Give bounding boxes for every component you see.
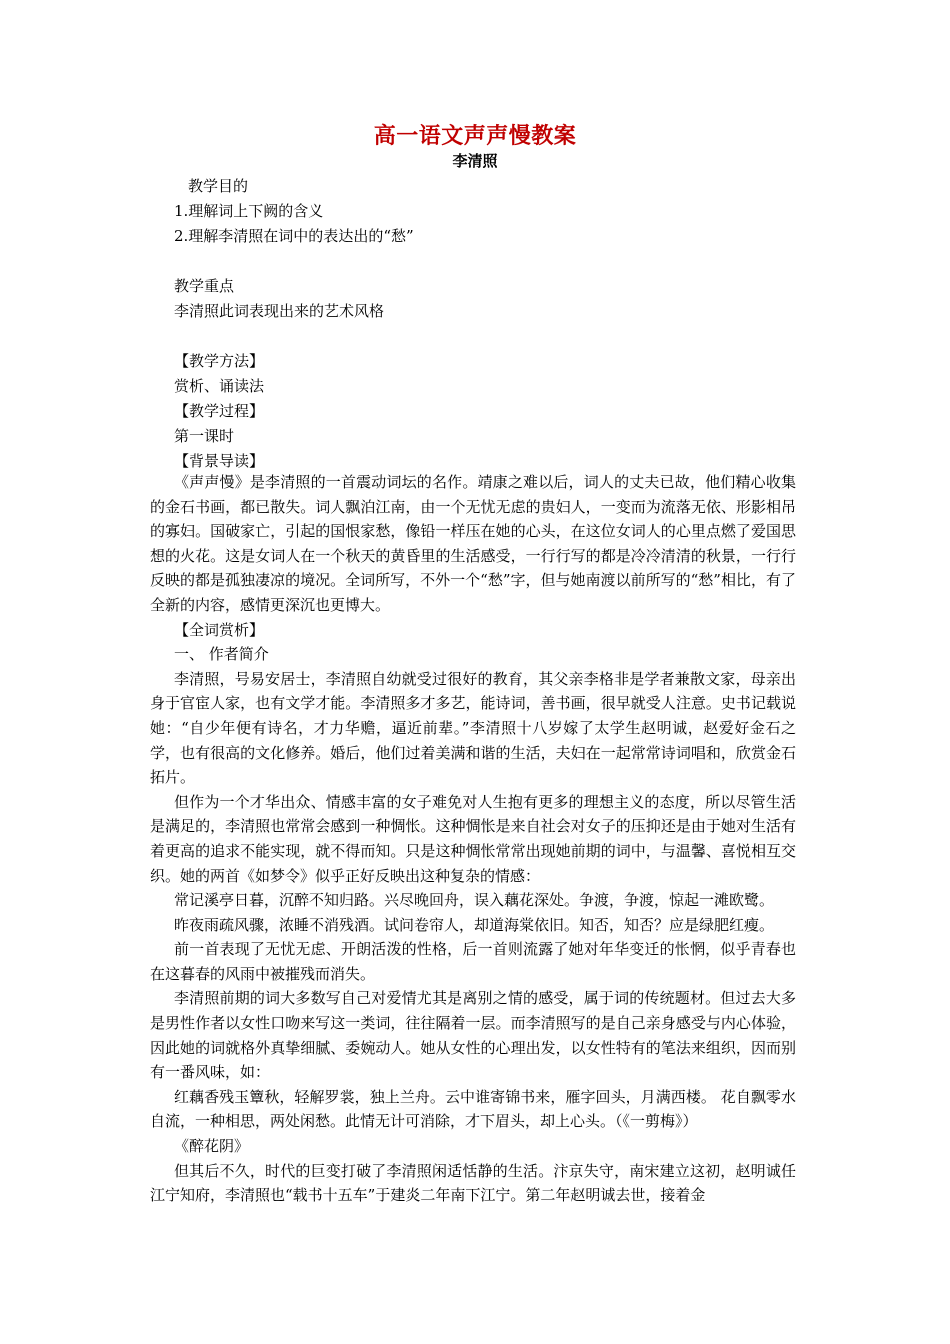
spacer xyxy=(174,249,794,274)
paragraph: 李清照前期的词大多数写自己对爱情尤其是离别之情的感受，属于词的传统题材。但过去大多是男性作者以女性口吻来写这一类词，往往隔着一层。而李清照写的是自己亲身感受与内心体验，因此她的词就格外真挚细腻、委婉动人。她从女性的心理出发，以女性特有的笔法来组织，因而别有一番风味，如： xyxy=(150,989,796,1082)
method-text: 赏析、诵读法 xyxy=(174,377,265,395)
document-body xyxy=(174,174,794,474)
process-heading: 【教学过程】 xyxy=(174,402,265,420)
poem-quote: 昨夜雨疏风骤，浓睡不消残酒。试问卷帘人，却道海棠依旧。知否，知否？应是绿肥红瘦。 xyxy=(174,915,775,934)
objective-item: 1.理解词上下阙的含义 xyxy=(174,202,324,220)
document-title: 高一语文声声慢教案 xyxy=(373,124,577,149)
paragraph: 前一首表现了无忧无虑、开朗活泼的性格，后一首则流露了她对年华变迁的怅惘，似乎青春也在这暮春的风雨中被摧残而消失。 xyxy=(150,940,796,983)
analysis-heading: 【全词赏析】 xyxy=(174,620,265,639)
focus-heading: 教学重点 xyxy=(174,277,235,295)
document-body-main xyxy=(150,470,796,1208)
objectives-heading: 教学目的 xyxy=(188,177,249,195)
method-heading: 【教学方法】 xyxy=(174,352,265,370)
background-paragraph: 《声声慢》是李清照的一首震动词坛的名作。靖康之难以后，词人的丈夫已故，他们精心收集的金石书画，都已散失。词人飘泊江南，由一个无忧无虑的贵妇人，一变而为流落无依、形影相吊的寡妇。国破家亡，引起的国恨家愁，像铅一样压在她的心头，在这位女词人的心里点燃了爱国思想的火花。这是女词人在一个秋天的黄昏里的生活感受，一行行写的都是冷冷清清的秋景，一行行反映的都是孤独凄凉的境况。全词所写，不外一个“愁”字，但与她南渡以前所写的“愁”相比，有了全新的内容，感情更深沉也更博大。 xyxy=(150,473,796,614)
document-author: 李清照 xyxy=(452,152,498,170)
paragraph: 但其后不久，时代的巨变打破了李清照闲适恬静的生活。汴京失守，南宋建立这初，赵明诚任江宁知府，李清照也“载书十五车”于建炎二年南下江宁。第二年赵明诚去世，接着金 xyxy=(150,1161,796,1205)
poem-title: 《醉花阴》 xyxy=(174,1137,250,1156)
background-heading: 【背景导读】 xyxy=(174,452,265,470)
lesson-label: 第一课时 xyxy=(174,427,235,445)
author-intro-heading: 一、 作者简介 xyxy=(174,645,269,664)
paragraph: 但作为一个才华出众、情感丰富的女子难免对人生抱有更多的理想主义的态度，所以尽管生活是满足的，李清照也常常会感到一种惆怅。这种惆怅是来自社会对女子的压抑还是由于她对生活有着更高的追求不能实现，就不得而知。只是这种惆怅常常出现她前期的词中，与温馨、喜悦相互交织。她的两首《如梦令》似乎正好反映出这种复杂的情感： xyxy=(150,792,796,885)
spacer xyxy=(174,324,794,349)
paragraph: 李清照，号易安居士，李清照自幼就受过很好的教育，其父亲李格非是学者兼散文家，母亲出身于官宦人家，也有文学才能。李清照多才多艺，能诗词，善书画，很早就受人注意。史书记载说她：“自少年便有诗名，才力华赡，逼近前辈。”李清照十八岁嫁了太学生赵明诚，赵爱好金石之学，也有很高的文化修养。婚后，他们过着美满和谐的生活，夫妇在一起常常诗词唱和，欣赏金石拓片。 xyxy=(150,669,796,787)
focus-text: 李清照此词表现出来的艺术风格 xyxy=(174,302,385,320)
poem-quote: 常记溪亭日暮，沉醉不知归路。兴尽晚回舟，误入藕花深处。争渡，争渡，惊起一滩欧鹭。 xyxy=(174,891,775,910)
poem-quote: 红藕香残玉簟秋，轻解罗裳，独上兰舟。云中谁寄锦书来，雁字回头，月满西楼。 花自飘零水自流，一种相思，两处闲愁。此情无计可消除，才下眉头，却上心头。（《一剪梅》） xyxy=(150,1087,796,1131)
objective-item: 2.理解李清照在词中的表达出的“愁” xyxy=(174,227,414,245)
